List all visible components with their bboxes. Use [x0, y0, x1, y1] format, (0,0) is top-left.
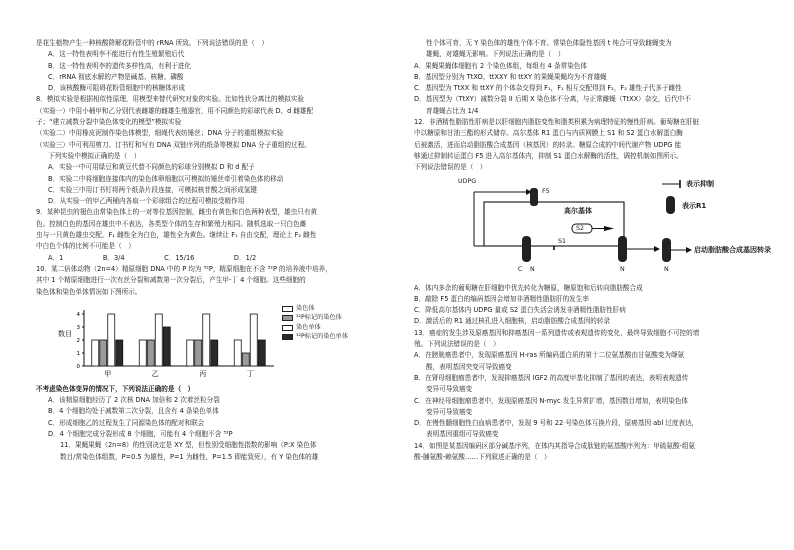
option-line: B．敲除 F5 蛋白的编码基因会增加非酒精性脂肪肝的发生率 [414, 294, 589, 303]
x-category-label: 丁 [246, 369, 254, 378]
y-axis-label: 数目 [58, 329, 72, 338]
x-category-label: 丙 [199, 369, 207, 378]
chart-bar [203, 314, 210, 366]
y-tick-label: 3 [76, 324, 80, 331]
bar-chart [54, 300, 388, 382]
udpg-label: UDPG [458, 177, 477, 185]
text-line: 不考虑染色体变异的情况下，下列说法正确的是（ ） [36, 384, 195, 393]
s2-label: S2 [576, 224, 585, 232]
text-line: 殖。下列说法错误的是（ ） [414, 340, 500, 349]
s1-label: S1 [558, 237, 567, 245]
arrow-head [686, 247, 692, 253]
n-label: N [664, 265, 669, 273]
option-line: D．激活后的 R1 通过核孔进入细胞核，启动脂肪酸合成基因的转录 [414, 317, 611, 326]
text-line: 变异可导致癌变 [426, 407, 473, 416]
option-line: B．实验二中将细胞连接体内的染色体卵细胞以可模拟纺锤丝牵引着染色体的移动 [48, 174, 284, 183]
mechanism-diagram [454, 176, 771, 281]
f5-transporter [530, 188, 538, 206]
chart-bar [211, 340, 218, 366]
chart-bar [250, 314, 257, 366]
chart-bar [100, 340, 107, 366]
text-line: （实验一）中用小桶甲和乙分别代表雌雄的雌雄生殖器官，用不同颜色的彩球代表 D、d 雌雄配 [36, 106, 314, 115]
text-line: 数目/常染色体组数，P=0.5 为雄性，P=1 为雌性，P=1.5 即能致死），有 Y 染色体的雄 [60, 452, 319, 461]
option-line: A．该精原细胞经历了 2 次核 DNA 加倍和 2 次着丝粒分裂 [48, 396, 220, 405]
option-line: A．实验一中可用绿豆和黄豆代替不同颜色的彩球分别模拟 D 和 d 配子 [48, 163, 255, 172]
text-line: 变异可导致癌变 [426, 385, 473, 394]
legend-r1-mark [666, 196, 675, 214]
text-line: 色。控制白色的基因在雄虫中不表达，各类型个体的生存和繁殖力相同。随机选取一只白色雌 [36, 219, 307, 228]
option-line: B．基因型分别为 TtXO、ttXXY 和 ttXY 的果蝇果蝇均为不育雄蝇 [414, 72, 607, 81]
text-line: 表明基因重组可导致癌变 [426, 430, 499, 439]
chart-bar [195, 340, 202, 366]
option-line: D．在慢性髓细胞性白血病患者中，发现 9 号和 22 号染色体互换片段，原癌基因 abl 过度表达， [414, 419, 699, 428]
legend-item: ³²P标记的染色单体 [282, 332, 348, 342]
chart-bar [187, 340, 194, 366]
text-line: 性个体可育，无 Y 染色体的雄性个体不育。常染色体隐性基因 t 纯合可导致雌蝇变为 [426, 39, 672, 47]
right-column [414, 38, 771, 463]
text-line: 子；“建立减数分裂中染色体变化的模型”模拟实验 [36, 118, 182, 127]
mechanism-diagram-svg [454, 176, 754, 281]
text-line: 下列实验中模拟正确的是（ ） [48, 151, 141, 160]
chart-bar [242, 353, 249, 366]
option-line: C．rRNA 彻底水解的产物是碱基、核糖、磷酸 [48, 72, 184, 81]
option-line: C．形成细胞乙的过程发生了同源染色体的配对和联会 [48, 418, 205, 427]
text-line: （实验二）中用橡皮泥制作染色体模型，细绳代表纺锤丝；DNA 分子的重组模拟实验 [36, 129, 284, 138]
chart-bar [258, 340, 265, 366]
text-line: 染色体和染色单体情况如下图所示。 [36, 287, 142, 296]
text-line: 酸-脯氨酸-赖氨酸……下列叙述正确的是（ ） [414, 453, 551, 462]
legend-inhibit-label: 表示抑制 [686, 179, 714, 188]
question-10: 10．某二倍体动物（2n=4）精原细胞 DNA 中的 P 均为 ³²P，精原细胞在不含 ³²P 的培养液中培养， [36, 264, 332, 273]
golgi-box [484, 202, 624, 246]
text-line: 是花生植物产生一种核酸降解花粉管中的 rRNA 所致。下列说法错误的是（ ） [36, 39, 268, 47]
r1-protein [662, 238, 671, 262]
option-line: C．降低高尔基体内 UDPG 量或 S2 蛋白失活会诱发非酒精性脂肪性肝病 [414, 306, 626, 315]
text-line: 雄蝇，对雄蝇无影响。下列说法正确的是（ ） [426, 50, 565, 59]
question-9: 9．某种昆虫的翅色由常染色体上的一对等位基因控制，雌虫有黄色和白色两种表型，雄虫只有黄 [36, 208, 318, 217]
chart-bar [139, 340, 146, 366]
text-line: 下列说法错误的是（ ） [414, 163, 487, 172]
chart-bar [234, 340, 241, 366]
text-line: 其中 1 个精原细胞进行一次有丝分裂和减数第一次分裂后，产生甲-丁 4 个细胞。这些细胞的 [36, 276, 306, 285]
option-line: D．该核酸酶可阻碍花粉管细胞中的核糖体形成 [48, 84, 185, 93]
r1-protein [522, 236, 531, 262]
option-line: A．1 B．3/4 C．15/16 D．1/2 [48, 253, 257, 262]
y-tick-label: 2 [76, 337, 80, 344]
y-tick-label: 0 [76, 363, 80, 370]
chart-bar [163, 327, 170, 366]
option-line: C．在神经母细胞瘤患者中，发现原癌基因 N-myc 发生异常扩增，基因数目增加，表明染色体 [414, 396, 689, 405]
legend-r1-label: 表示R1 [682, 201, 707, 210]
option-line: C．实验三中用订书钉将两个纸条片段连接，可模拟核苷酸之间形成氢键 [48, 185, 258, 194]
option-line: A．在膀胱癌患者中，发现原癌基因 H-ras 所编码蛋白质的第十二位氨基酸由甘氨酸变为缬氨 [414, 351, 685, 360]
text-line: （实验三）中可利用剪刀、订书钉和写有 DNA 双链序列的纸条等模拟 DNA 分子重组的过程。 [36, 140, 311, 149]
legend-item: 染色体 [282, 304, 348, 314]
question-11: 11．果蝇果蝇（2n=8）的性别决定是 XY 型，但性别受细胞性指数的影响（P:X 染色体 [60, 441, 317, 450]
chart-legend [282, 304, 348, 342]
question-8: 8．模拟实验是根据相似性原理，用模型来替代研究对象的实验。比如性状分离比的模拟实验 [36, 95, 304, 104]
activate-label: 启动脂肪酸合成基因转录 [694, 245, 771, 254]
n-label: N [530, 265, 535, 273]
chart-bar [92, 340, 99, 366]
option-line: C．基因型为 TtXX 和 ttXY 的个体杂交得到 F₁，F₁ 相互交配得到 F₂，F₂ 雄性子代多于雌性 [414, 84, 682, 93]
y-tick-label: 1 [76, 350, 80, 357]
x-category-label: 乙 [151, 369, 159, 378]
c-label: C [518, 265, 523, 273]
x-category-label: 甲 [104, 369, 112, 378]
chart-bar [116, 340, 123, 366]
option-line: B．这一特性表明李的遗传多样性高，有利于进化 [48, 61, 191, 70]
chart-bar [147, 340, 154, 366]
legend-item: ³²P标记的染色体 [282, 313, 348, 323]
option-line: D．4 个细胞完成分裂形成 8 个细胞，可能有 4 个细胞不含 ³²P [48, 430, 233, 439]
chart-bar [155, 314, 162, 366]
n-label: N [620, 265, 625, 273]
text-line: 育雄蝇占比为 1/4 [426, 106, 479, 115]
option-line: B．在肾母细胞瘤患者中，发现抑癌基因 IGF2 的高度甲基化抑制了基因的表达，表明表观遗传 [414, 373, 689, 382]
text-line: 够通过抑制转运蛋白 F5 进入高尔基体内，抑制 S1 蛋白水解酶的活性，调控机制如图所示。 [414, 151, 683, 160]
option-line: A．这一特性表明李不能进行有性生殖繁殖后代 [48, 50, 185, 59]
option-line: D．基因型为（TtXY）减数分裂 II 后期 X 染色体不分离，与正常雌蝇（TtXX）杂交，后代中不 [414, 95, 691, 104]
arrow-head [654, 246, 660, 252]
text-line: 后被激活，进而启动脂肪酸合成基因（核基因）的转录。糖原合成的中间代谢产物 UDPG 能 [414, 140, 682, 149]
left-column [36, 38, 388, 463]
f5-label: F5 [542, 187, 550, 195]
y-tick-label: 4 [76, 311, 80, 318]
golgi-label: 高尔基体 [564, 206, 592, 215]
question-14: 14．如图是某基因编码区部分碱基序列，在体内其指导合成肽链的氨基酸序列为：甲硫氨酸-组氨 [414, 441, 696, 450]
chart-bar [108, 314, 115, 366]
option-line: B．4 个细胞均处于减数第二次分裂，且含有 4 条染色单体 [48, 407, 219, 416]
option-line: A．体内多余的葡萄糖在肝细胞中优先转化为糖原，糖原饱和后转向脂肪酸合成 [414, 283, 643, 292]
option-line: A．果蝇果蝇体细胞有 2 个染色体组，每组有 4 条常染色体 [414, 61, 587, 70]
question-13: 13．癌症的发生涉及原癌基因和抑癌基因一系列遗传或表观遗传的变化，最终导致细胞不可控的增 [414, 328, 700, 337]
legend-item: 染色单体 [282, 323, 348, 333]
text-line: 酸，表明基因突变可导致癌变 [426, 362, 512, 371]
question-12: 12．非酒精性脂肪性肝病是以肝细胞内脂肪变性和脂类积累为病理特征的慢性肝病。葡萄糖在肝脏 [414, 118, 700, 127]
text-line: 中白色个体的比例不可能是（ ） [36, 242, 135, 251]
text-line: 中以糖原和甘油三酯的形式储存。高尔基体 R1 蛋白与内质网膜上 S1 和 S2 蛋白水解蛋白酶 [414, 129, 683, 138]
text-line: 虫与一只黄色雄虫交配，F₁ 雌性全为白色，雄性全为黄色。继续让 F₁ 自由交配，理论上 F₂ 雌性 [36, 231, 317, 240]
r1-protein [618, 236, 627, 262]
option-line: D．从实验一的甲乙两桶内各取一个彩球组合的过程可模拟受精作用 [48, 197, 245, 206]
